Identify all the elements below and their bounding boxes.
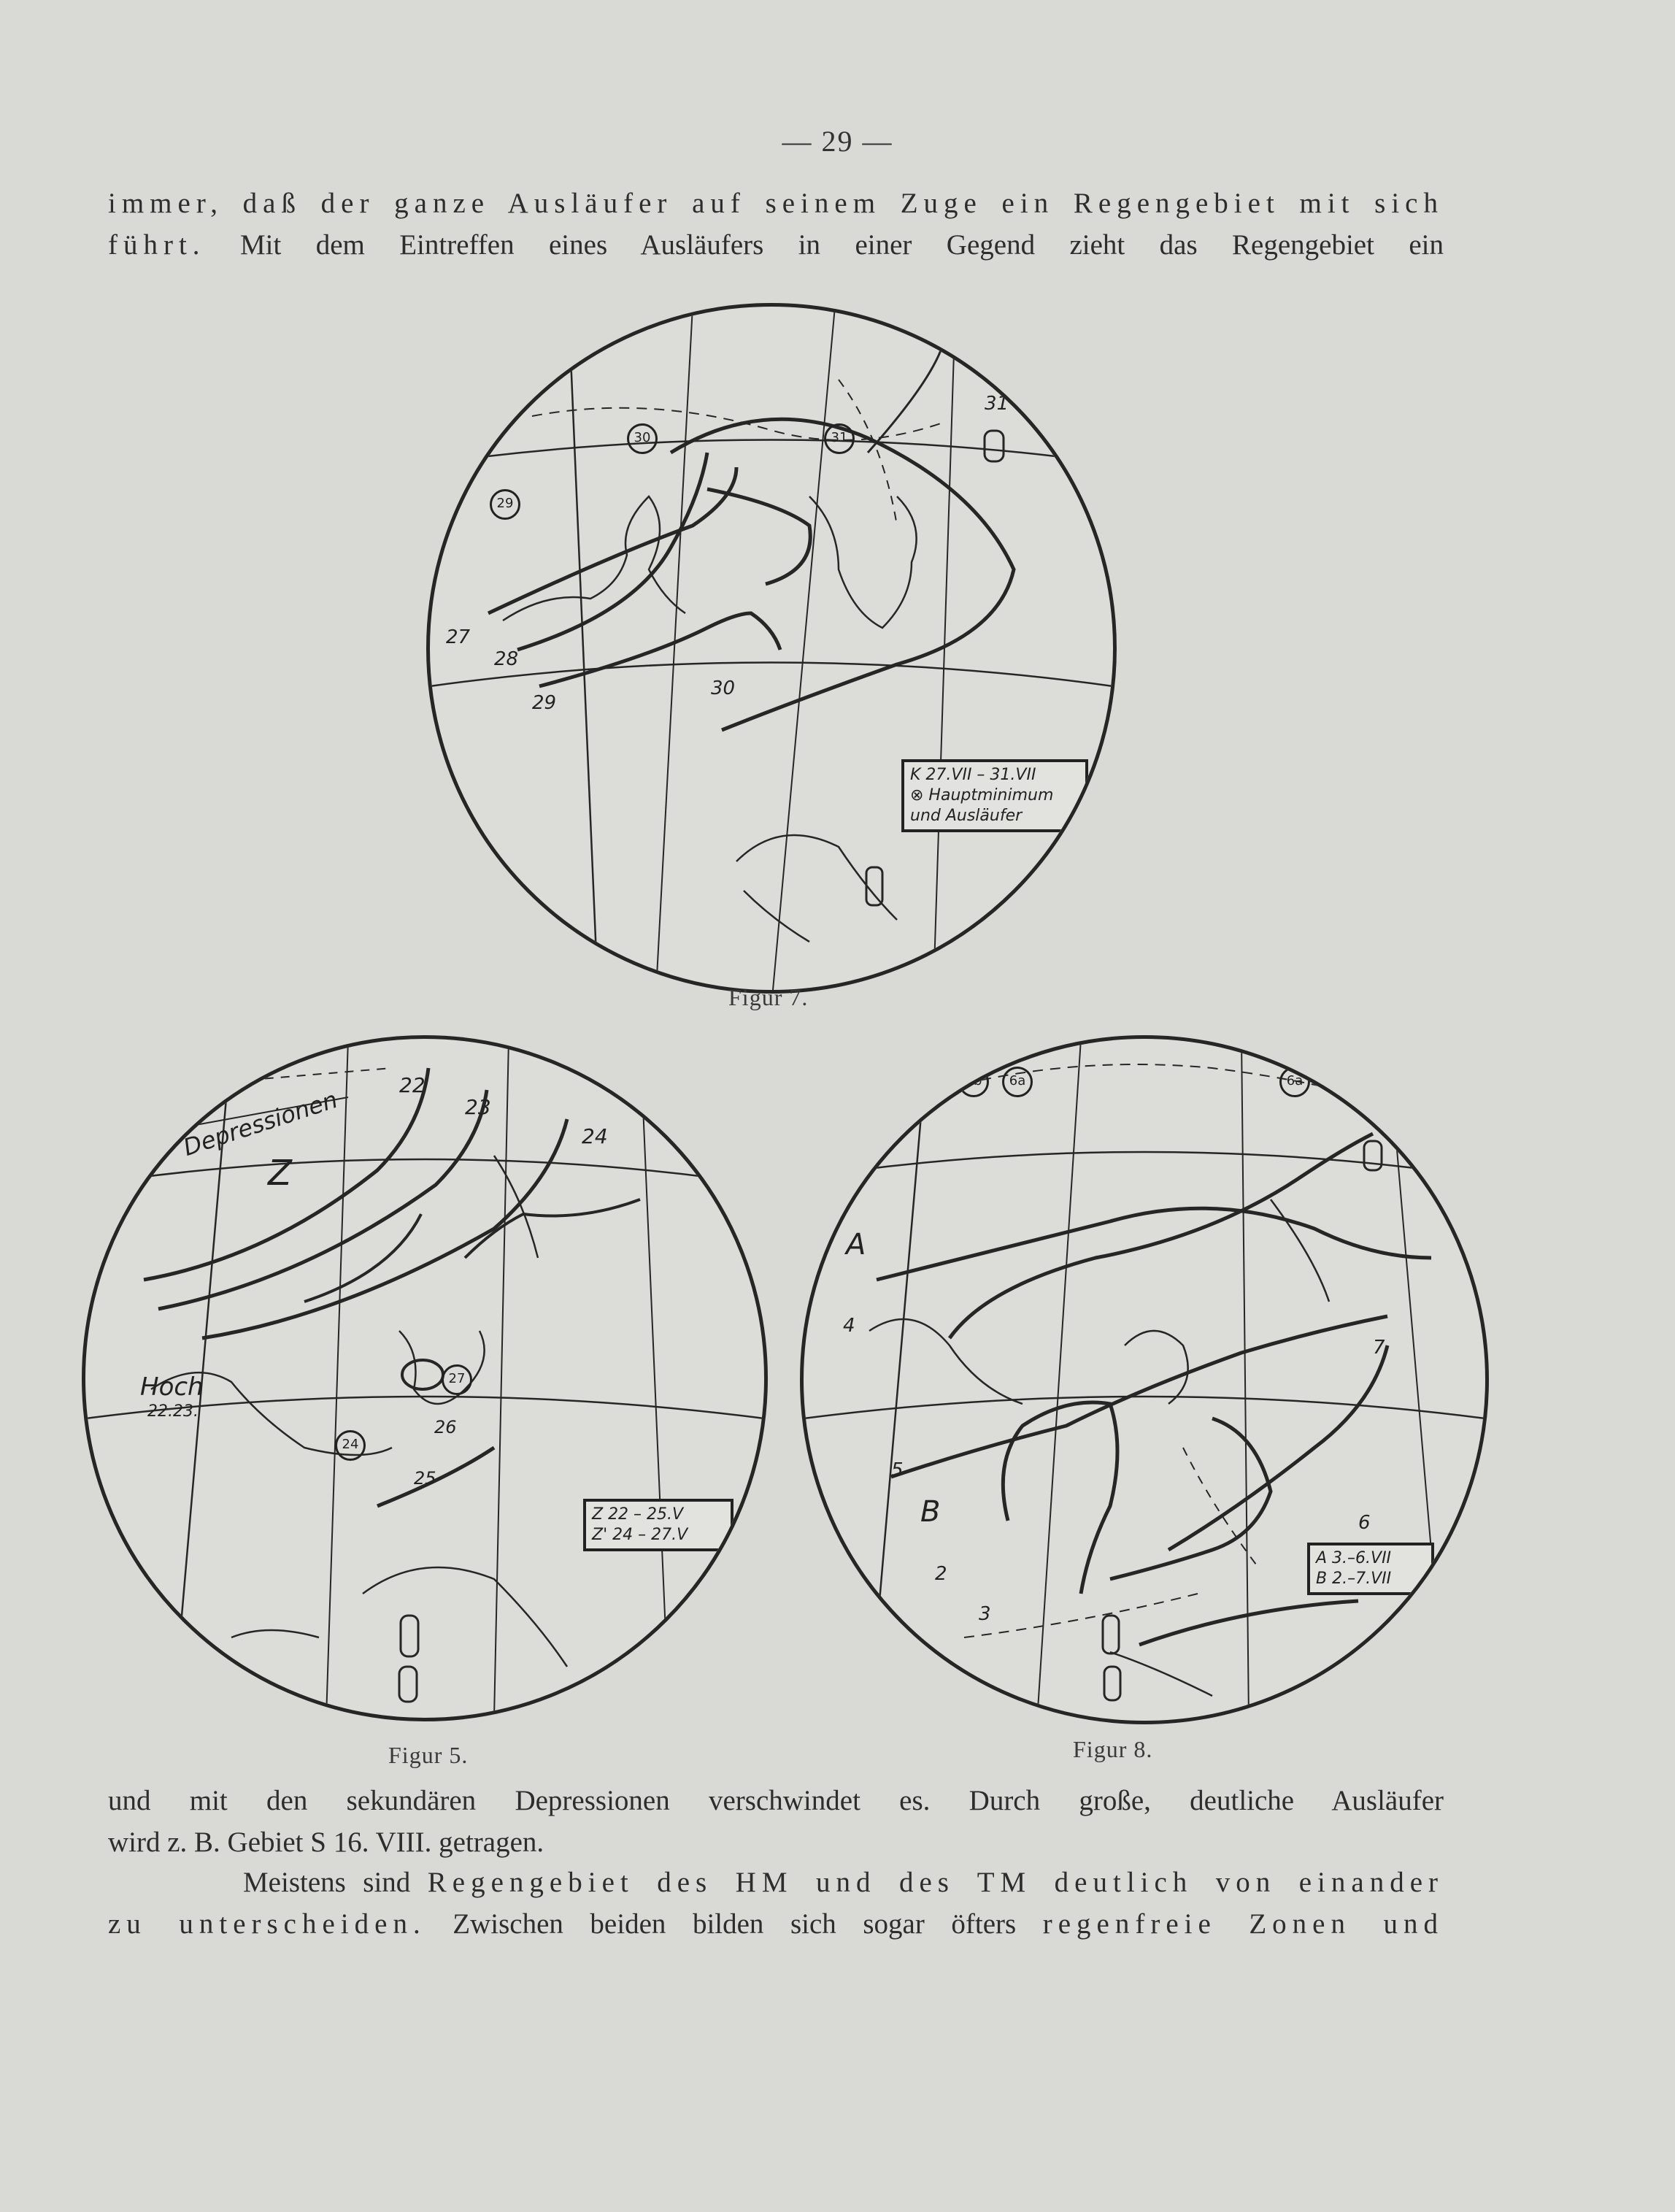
legend-line: und Ausläufer	[910, 807, 1023, 825]
figure-7-circled-label: 30	[627, 423, 658, 454]
figure-5-line-label: 26	[434, 1417, 457, 1437]
figure-8-line-label: 3	[979, 1603, 991, 1625]
figure-7-circled-label: 31	[824, 423, 855, 454]
figure-7-circled-label: 29	[490, 489, 520, 520]
figure-7-line-label: 30	[711, 677, 736, 699]
figure-7-line-label: 31	[985, 393, 1009, 415]
figure-8-circled-label: 4a	[842, 1148, 872, 1179]
legend-line: K 27.VII – 31.VII	[910, 766, 1036, 784]
figure-5-depression-label: Depressionen	[180, 1086, 342, 1161]
figure-5-circled-label: 24	[335, 1430, 366, 1461]
figure-8-line-label: 7	[1373, 1337, 1385, 1359]
paragraph-1-line-1: immer, daß der ganze Ausläufer auf seinem Zuge ein Regengebiet mit sich	[108, 188, 1444, 219]
figure-8-caption: Figur 8.	[1073, 1736, 1153, 1762]
paragraph-3-line-2	[108, 1903, 1444, 1945]
paragraph-2-line-1: und mit den sekundären Depressionen verschwindet es. Durch große, deutliche Ausläufer	[108, 1785, 1444, 1816]
legend-line: Z' 24 – 27.V	[592, 1526, 688, 1544]
figure-8-circled-label: 5a	[914, 1067, 945, 1097]
figure-5-hoch-dates: 22.23.	[147, 1402, 199, 1421]
figure-8-circled-label: 6a	[1002, 1067, 1033, 1097]
figure-5-map	[82, 1035, 768, 1721]
figure-8-legend	[1307, 1543, 1434, 1595]
figure-8-map	[800, 1035, 1489, 1724]
figure-8-region-b: B	[920, 1495, 941, 1529]
figure-7-legend	[901, 759, 1088, 832]
paragraph-2-line-2: wird z. B. Gebiet S 16. VIII. getragen.	[108, 1827, 544, 1858]
figure-8-line-label: 6	[1358, 1512, 1371, 1534]
figure-7-line-label: 27	[446, 626, 471, 648]
figure-5-hoch-label: Hoch	[140, 1372, 204, 1402]
paragraph-2	[108, 1780, 1444, 1863]
figure-5-line-label: 23	[465, 1095, 491, 1119]
figure-8-line-label: 2	[935, 1563, 947, 1585]
paragraph-3-line-1-start: Meistens sind	[243, 1867, 428, 1898]
legend-line: B 2.–7.VII	[1316, 1570, 1392, 1588]
spaced-phrase: Regengebiet des HM und des TM deutlich von einander	[427, 1867, 1444, 1898]
spaced-phrase: zu unterscheiden.	[108, 1908, 426, 1940]
figure-5-circled-label: 27	[442, 1364, 472, 1395]
figure-8-circled-label: 5b	[958, 1067, 989, 1097]
paragraph-1	[108, 183, 1444, 266]
legend-line: A 3.–6.VII	[1316, 1549, 1392, 1567]
legend-line: ⊗ Hauptminimum	[910, 786, 1054, 804]
figure-7-line-label: 29	[532, 692, 557, 714]
page-number: — 29 —	[782, 125, 893, 158]
figure-7-drawing	[430, 307, 1113, 990]
figure-5-line-label: 25	[414, 1468, 436, 1489]
paragraph-3-line-1	[108, 1862, 1444, 1903]
paragraph-3-line-2-middle: Zwischen beiden bilden sich sogar öfters	[426, 1908, 1043, 1940]
figure-8-region-a: A	[846, 1228, 866, 1261]
legend-line: Z 22 – 25.V	[592, 1505, 684, 1524]
figure-7-line-label: 28	[494, 648, 519, 670]
figure-5-line-label: 24	[582, 1124, 608, 1148]
spaced-phrase: regenfreie Zonen und	[1042, 1908, 1444, 1940]
spaced-word: führt.	[108, 229, 206, 261]
figure-8-circled-label: 6a	[1279, 1067, 1310, 1097]
figure-5-caption: Figur 5.	[388, 1742, 469, 1768]
figure-5-legend	[583, 1499, 733, 1551]
paragraph-1-line-2	[108, 224, 1444, 266]
figure-8-line-label: 5	[891, 1459, 904, 1481]
paragraph-3	[108, 1862, 1444, 1945]
figure-7-caption: Figur 7.	[728, 984, 809, 1010]
figure-8-line-label: 4	[843, 1315, 855, 1337]
paragraph-1-line-2-rest: Mit dem Eintreffen eines Ausläufers in einer Gegend zieht das Regengebiet ein	[205, 229, 1444, 261]
figure-5-z-label: Z	[268, 1153, 292, 1194]
figure-7-map	[426, 303, 1117, 994]
figure-5-line-label: 22	[399, 1073, 426, 1097]
figure-8-drawing	[804, 1039, 1485, 1721]
